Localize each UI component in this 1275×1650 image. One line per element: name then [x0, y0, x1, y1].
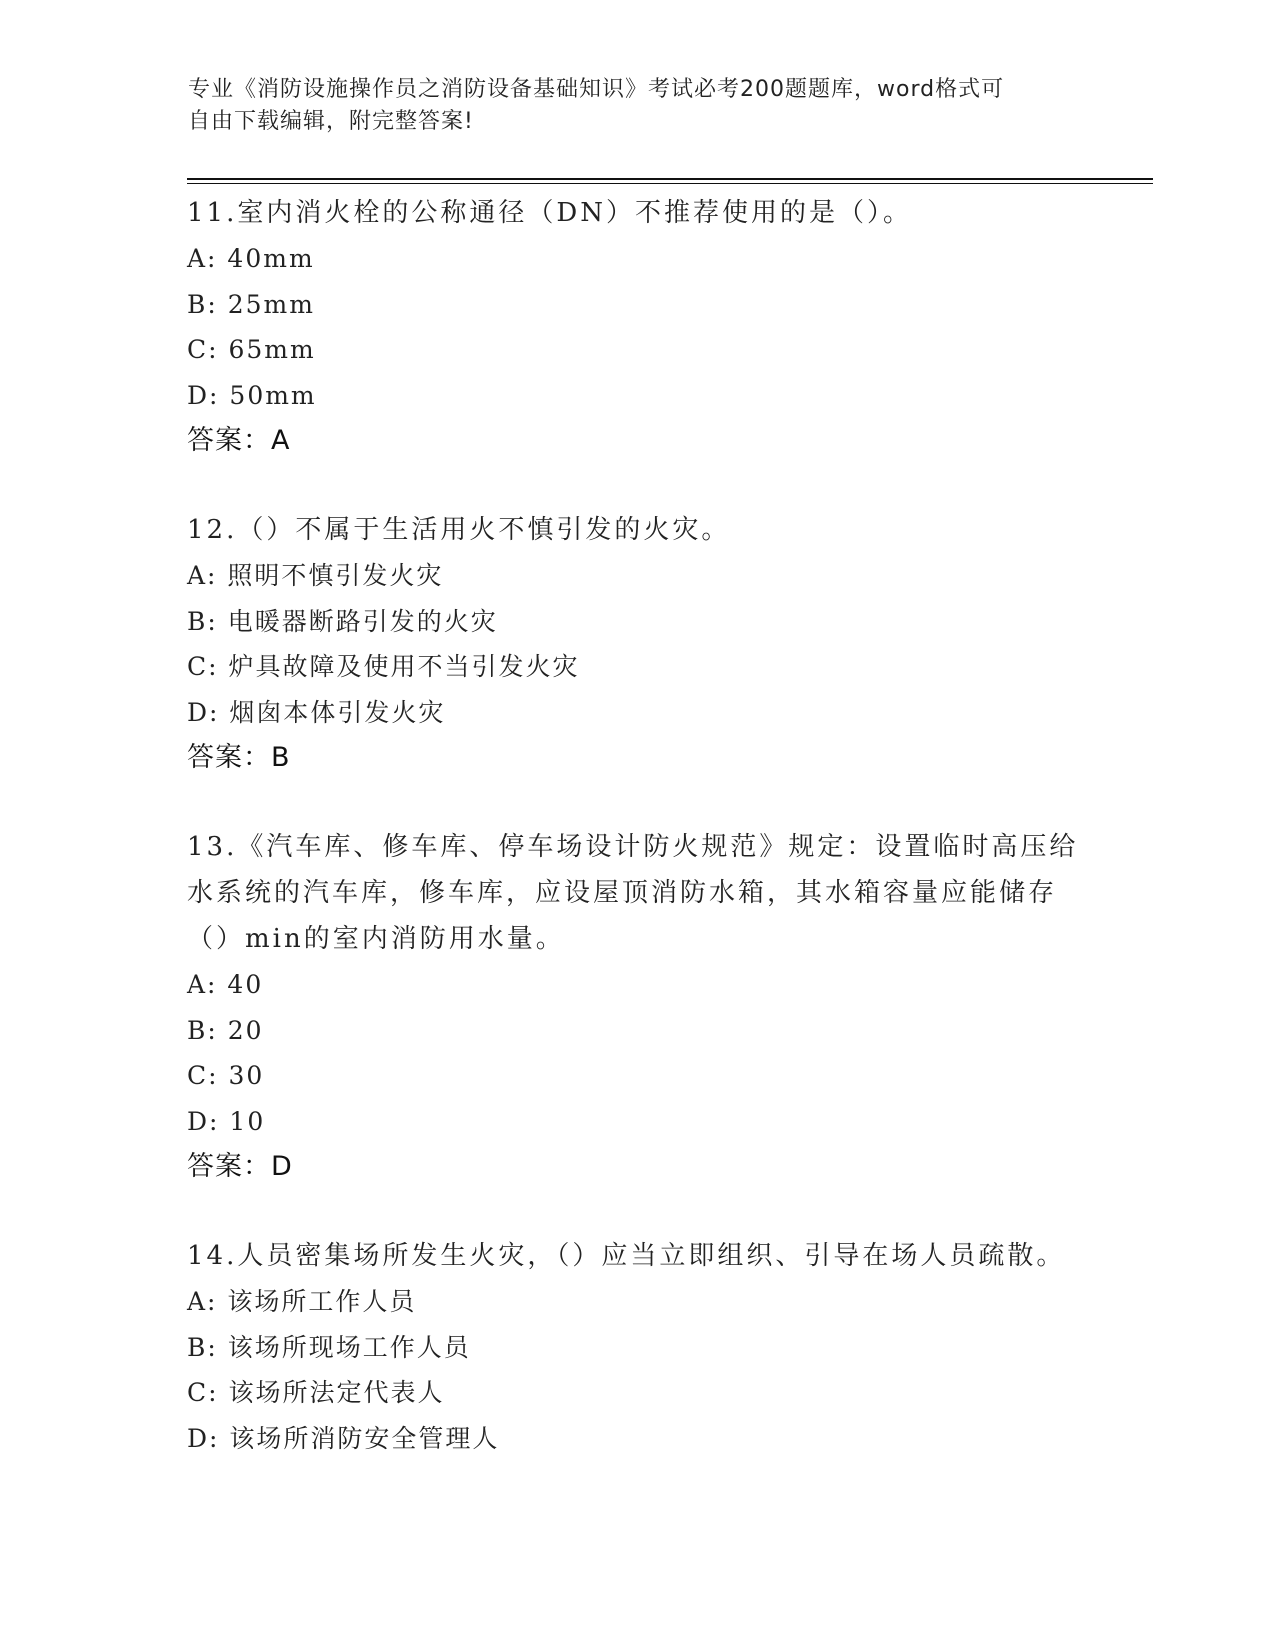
question-text: 11.室内消火栓的公称通径（DN）不推荐使用的是（）。 — [187, 198, 912, 228]
question-text: 13.《汽车库、修车库、停车场设计防火规范》规定：设置临时高压给水系统的汽车库，修车库，应设屋顶消防水箱，其水箱容量应能储存（）min的室内消防用水量。 — [187, 832, 1079, 954]
option-d: D: 50mm — [187, 380, 317, 410]
option-a: A: 40mm — [187, 244, 315, 273]
option-b: B: 该场所现场工作人员 — [187, 1332, 471, 1362]
header-line-2: 自由下载编辑，附完整答案! — [188, 109, 474, 134]
answer-line: 答案：D — [187, 1151, 293, 1182]
header-line-1: 专业《消防设施操作员之消防设备基础知识》考试必考200题题库，word格式可 — [188, 77, 1005, 102]
answer-line: 答案：A — [187, 425, 291, 456]
question-12 — [187, 507, 1087, 780]
option-d: D: 烟囱本体引发火灾 — [187, 697, 446, 727]
option-b: B: 20 — [187, 1015, 264, 1045]
question-text: 12.（）不属于生活用火不慎引发的火灾。 — [187, 515, 731, 545]
option-a: A: 40 — [187, 970, 264, 999]
option-c: C: 该场所法定代表人 — [187, 1378, 445, 1407]
option-b: B: 电暖器断路引发的火灾 — [187, 606, 498, 636]
answer-line: 答案：B — [187, 742, 291, 773]
option-b: B: 25mm — [187, 289, 315, 319]
header-divider-thin — [187, 183, 1153, 184]
header-divider-thick — [187, 178, 1153, 180]
question-text: 14.人员密集场所发生火灾，（）应当立即组织、引导在场人员疏散。 — [187, 1241, 1066, 1271]
option-d: D: 10 — [187, 1106, 266, 1136]
question-list — [187, 190, 1087, 1505]
option-a: A: 该场所工作人员 — [187, 1287, 417, 1316]
question-13 — [187, 824, 1087, 1189]
option-d: D: 该场所消防安全管理人 — [187, 1423, 500, 1453]
option-c: C: 65mm — [187, 335, 316, 364]
option-c: C: 30 — [187, 1061, 265, 1090]
question-14 — [187, 1233, 1087, 1461]
option-a: A: 照明不慎引发火灾 — [187, 561, 444, 590]
document-header — [188, 74, 1088, 138]
question-11 — [187, 190, 1087, 463]
option-c: C: 炉具故障及使用不当引发火灾 — [187, 652, 580, 681]
